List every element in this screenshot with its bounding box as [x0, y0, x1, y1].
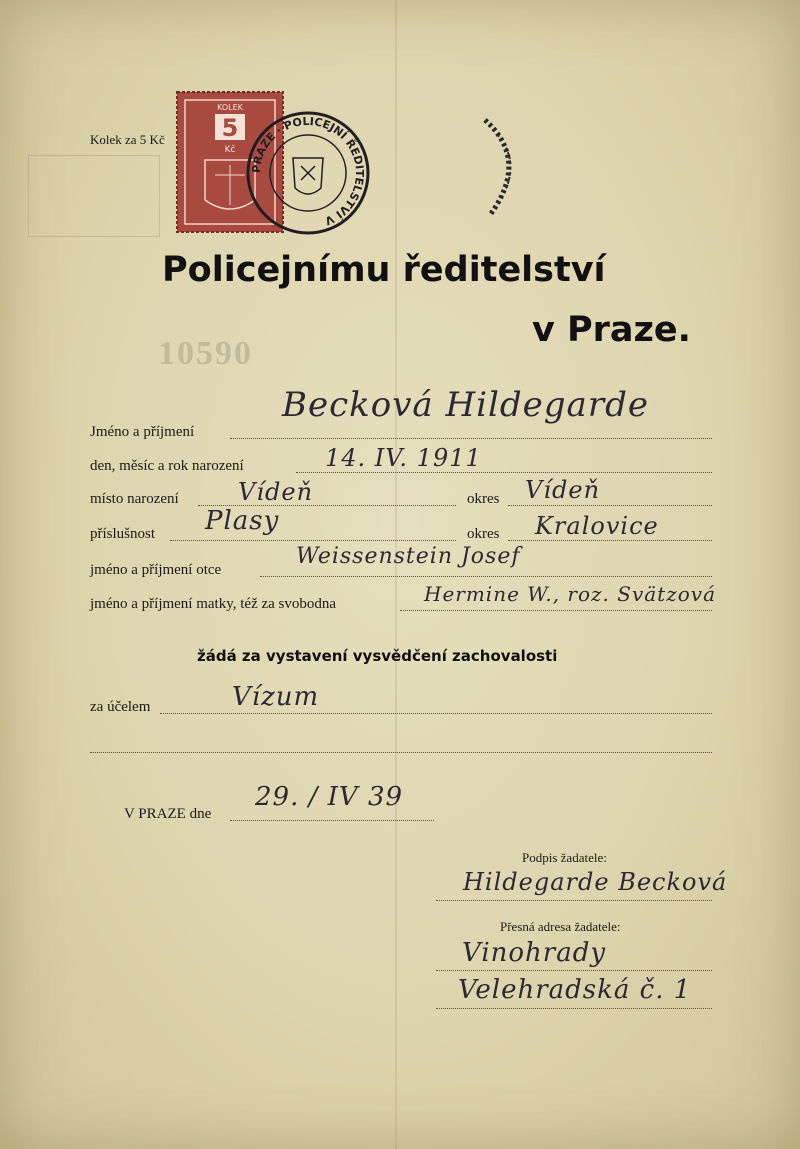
date-value: 29. / IV 39 [255, 782, 404, 812]
signature-value: Hildegarde Becková [463, 868, 728, 896]
postmark-stamp [243, 108, 373, 238]
partial-stamp-mark [470, 110, 540, 225]
stamp-top-text: KOLEK [217, 103, 243, 112]
birth-date-line [296, 472, 712, 473]
faint-stamp-imprint [28, 155, 160, 237]
mother-line [400, 610, 712, 611]
citizenship-district-line [508, 540, 712, 541]
request-text: žádá za vystavení vysvědčení zachovalosti [197, 647, 558, 665]
date-label: V PRAZE dne [124, 806, 212, 822]
address-line-1 [436, 970, 712, 971]
birth-date-value: 14. IV. 1911 [325, 444, 482, 472]
mother-label: jméno a příjmení matky, též za svobodna [90, 596, 337, 612]
date-line [230, 820, 434, 821]
paper-fold [395, 0, 397, 1149]
father-value: Weissenstein Josef [296, 544, 521, 569]
address-label: Přesná adresa žadatele: [500, 919, 621, 934]
citizenship-value: Plasy [205, 506, 280, 536]
purpose-line-2 [90, 752, 712, 753]
postmark-ring-text: PRAZE · POLICEJNÍ ŘEDITELSTVÍ V [249, 114, 367, 228]
citizenship-district-value: Kralovice [535, 512, 659, 540]
birthplace-district-line [508, 505, 712, 506]
faded-number: 10590 [158, 335, 253, 372]
father-label: jméno a příjmení otce [90, 562, 222, 578]
title-line-1: Policejnímu ředitelství [162, 250, 606, 290]
stamp-currency: Kč [224, 145, 236, 155]
birthplace-value: Vídeň [238, 478, 314, 506]
signature-label: Podpis žadatele: [522, 850, 607, 865]
birth-date-label: den, měsíc a rok narození [90, 458, 244, 474]
stamp-label: Kolek za 5 Kč [90, 132, 165, 147]
purpose-line [160, 713, 712, 714]
birthplace-district-value: Vídeň [525, 476, 601, 504]
father-line [260, 576, 712, 577]
birthplace-label: místo narození [90, 491, 179, 507]
purpose-label: za účelem [90, 699, 151, 715]
name-line [230, 438, 712, 439]
citizenship-line [170, 540, 456, 541]
address-value-2: Velehradská č. 1 [458, 975, 692, 1005]
signature-line [436, 900, 712, 901]
citizenship-district-label: okres [467, 526, 500, 542]
citizenship-label: příslušnost [90, 526, 156, 542]
stamp-value: 5 [221, 114, 239, 142]
address-line-2 [436, 1008, 712, 1009]
name-label: Jméno a příjmení [90, 424, 195, 440]
address-value-1: Vinohrady [462, 938, 607, 968]
birthplace-district-label: okres [467, 491, 500, 507]
title-line-2: v Praze. [532, 310, 691, 350]
name-value: Becková Hildegarde [282, 385, 649, 425]
purpose-value: Vízum [232, 682, 320, 712]
mother-value: Hermine W., roz. Svätzová [424, 582, 717, 606]
